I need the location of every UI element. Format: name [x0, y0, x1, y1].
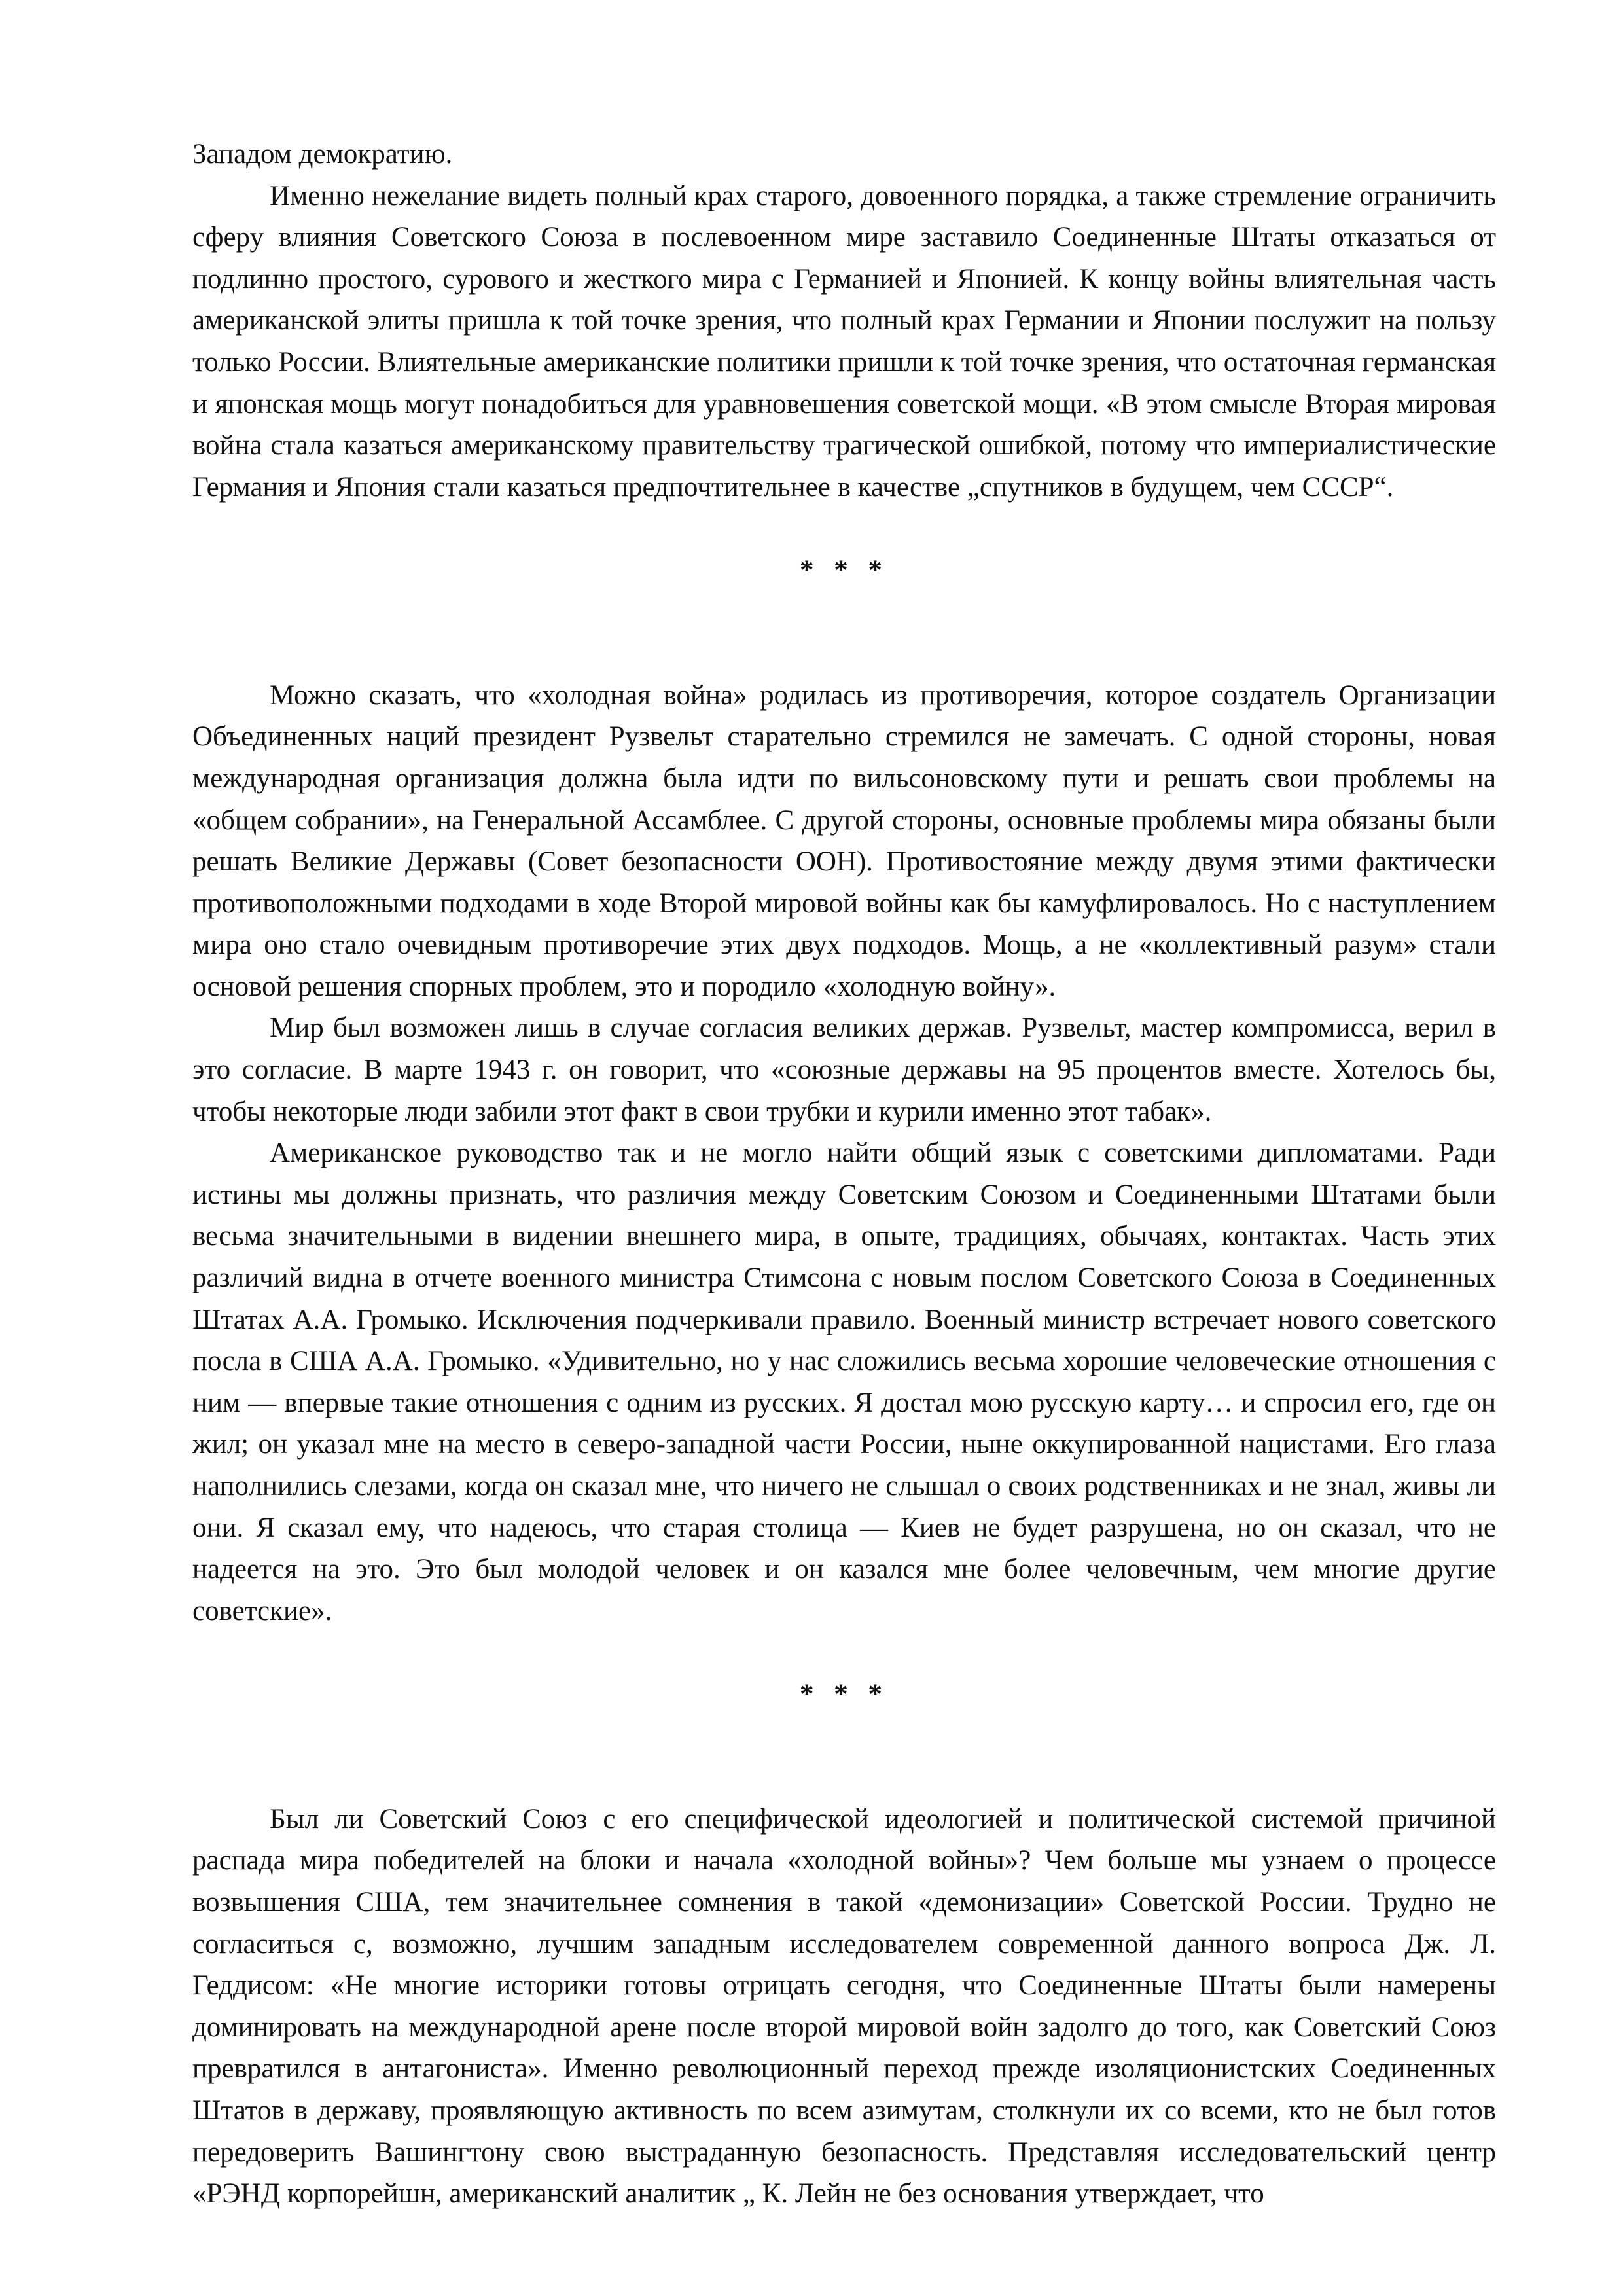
paragraph-opening-fragment: Западом демократию. — [192, 139, 453, 170]
paragraph-roosevelt-consensus: Мир был возможен лишь в случае согласия великих держав. Рузвельт, мастер компромисса, верил в это согласие. В марте 1943 г. он говорит, что «союзные державы на 95 процентов вместе. Хотелось бы, чтобы некоторые люди забили этот факт в свои трубки и курили именно этот табак». — [192, 1013, 1496, 1127]
paragraph-postwar-order: Именно нежелание видеть полный крах старого, довоенного порядка, а также стремление ограничить сферу влияния Советского Союза в послевоенном мире заставило Соединенные Штаты отказаться от подлинно простого, сурового и жесткого мира с Германией и Японией. К концу войны влиятельная часть американской элиты пришла к той точке зрения, что полный крах Германии и Японии послужит на пользу только России. Влиятельные американские политики пришли к той точке зрения, что остаточная германская и японская мощь могут понадобиться для уравновешения советской мощи. «В этом смысле Вторая мировая война стала казаться американскому правительству трагической ошибкой, потому что империалистические Германия и Япония стали казаться предпочтительнее в качестве „спутников в будущем, чем СССР“. — [192, 180, 1496, 503]
document-page — [192, 134, 1496, 2215]
blank-line — [192, 1715, 1496, 1757]
paragraph-soviet-union-question: Был ли Советский Союз с его специфической идеологией и политической системой причиной распада мира победителей на блоки и начала «холодной войны»? Чем больше мы узнаем о процессе возвышения США, тем значительнее сомнения в такой «демонизации» Советской России. Трудно не согласиться с, возможно, лучшим западным исследователем современной данного вопроса Дж. Л. Геддисом: «Не многие историки готовы отрицать сегодня, что Соединенные Штаты были намерены доминировать на международной арене после второй мировой войн задолго до того, как Советский Союз превратился в антагониста». Именно революционный переход прежде изоляционистских Соединенных Штатов в державу, проявляющую активность по всем азимутам, столкнули их со всеми, кто не был готов передоверить Вашингтону свою выстраданную безопасность. Представляя исследовательский центр «РЭНД корпорейшн, американский аналитик „ К. Лейн не без основания утверждает, что — [192, 1803, 1496, 2210]
blank-line — [192, 508, 1496, 550]
blank-line — [192, 1757, 1496, 1799]
blank-line — [192, 633, 1496, 675]
section-separator: * * * — [800, 554, 889, 586]
paragraph-stimson-gromyko: Американское руководство так и не могло найти общий язык с советскими дипломатами. Ради истины мы должны признать, что различия между Советским Союзом и Соединенными Штатами были весьма значительными в видении внешнего мира, в опыте, традициях, обычаях, контактах. Часть этих различий видна в отчете военного министра Стимсона с новым послом Советского Союза в Соединенных Штатах А.А. Громыко. Исключения подчеркивали правило. Военный министр встречает нового советского посла в США А.А. Громыко. «Удивительно, но у нас сложились весьма хорошие человеческие отношения с ним — впервые такие отношения с одним из русских. Я достал мою русскую карту… и спросил его, где он жил; он указал мне на место в северо-западной части России, ныне оккупированной нацистами. Его глаза наполнились слезами, когда он сказал мне, что ничего не слышал о своих родственниках и не знал, живы ли они. Я сказал ему, что надеюсь, что старая столица — Киев не будет разрушена, но он сказал, что не надеется на это. Это был молодой человек и он казался мне более человечным, чем многие другие советские». — [192, 1138, 1496, 1626]
blank-line — [192, 592, 1496, 634]
blank-line — [192, 1632, 1496, 1674]
section-separator: * * * — [800, 1678, 889, 1710]
paragraph-cold-war-origin: Можно сказать, что «холодная война» родилась из противоречия, которое создатель Организации Объединенных наций президент Рузвельт старательно стремился не замечать. С одной стороны, новая международная организация должна была идти по вильсоновскому пути и решать свои проблемы на «общем собрании», на Генеральной Ассамблее. С другой стороны, основные проблемы мира обязаны были решать Великие Державы (Совет безопасности ООН). Противостояние между двумя этими фактически противоположными подходами в ходе Второй мировой войны как бы камуфлировалось. Но с наступлением мира оно стало очевидным противоречие этих двух подходов. Мощь, а не «коллективный разум» стали основой решения спорных проблем, это и породило «холодную войну». — [192, 679, 1496, 1002]
